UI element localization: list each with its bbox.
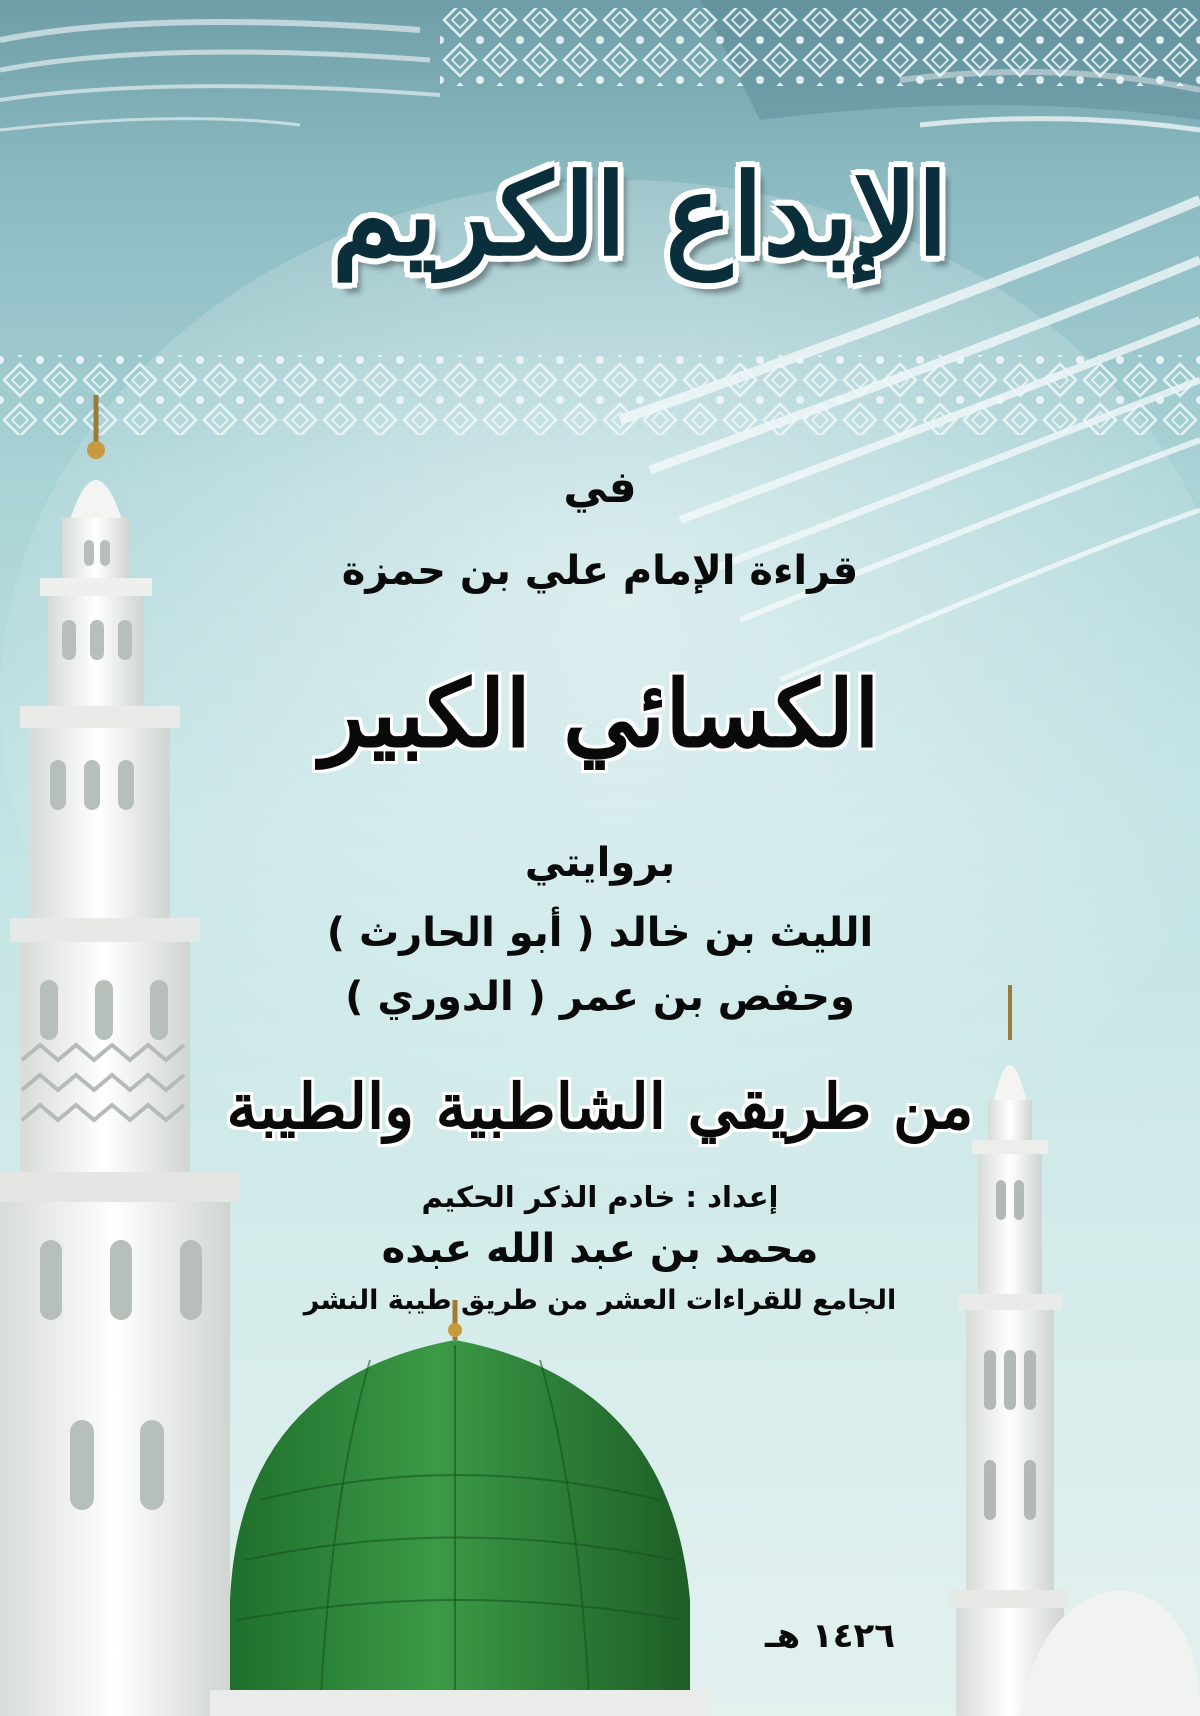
narrations-intro: بروايتي	[524, 840, 676, 886]
author-name: محمد بن عبد الله عبده	[381, 1226, 819, 1272]
prepared-by: إعداد : خادم الذكر الحكيم	[421, 1180, 779, 1214]
author-description: الجامع للقراءات العشر من طريق طيبة النشر	[303, 1285, 897, 1316]
reading-line: قراءة الإمام علي بن حمزة	[341, 548, 859, 594]
ornament-band-middle	[0, 355, 1200, 435]
paths-subtitle: من طريقي الشاطبية والطيبة	[226, 1070, 974, 1143]
book-title: الإبداع الكريم	[331, 150, 949, 281]
narrator-2: وحفص بن عمر ( الدوري )	[345, 974, 855, 1020]
canopy-arcs-left	[0, 22, 440, 130]
ornament-band-top	[440, 8, 1200, 86]
title-preposition: في	[563, 462, 637, 513]
narrator-1: الليث بن خالد ( أبو الحارث )	[326, 910, 874, 956]
publication-year: ١٤٢٦ هـ	[764, 1616, 896, 1656]
imam-title: الكسائي الكبير	[320, 660, 880, 768]
green-dome	[210, 1300, 710, 1716]
